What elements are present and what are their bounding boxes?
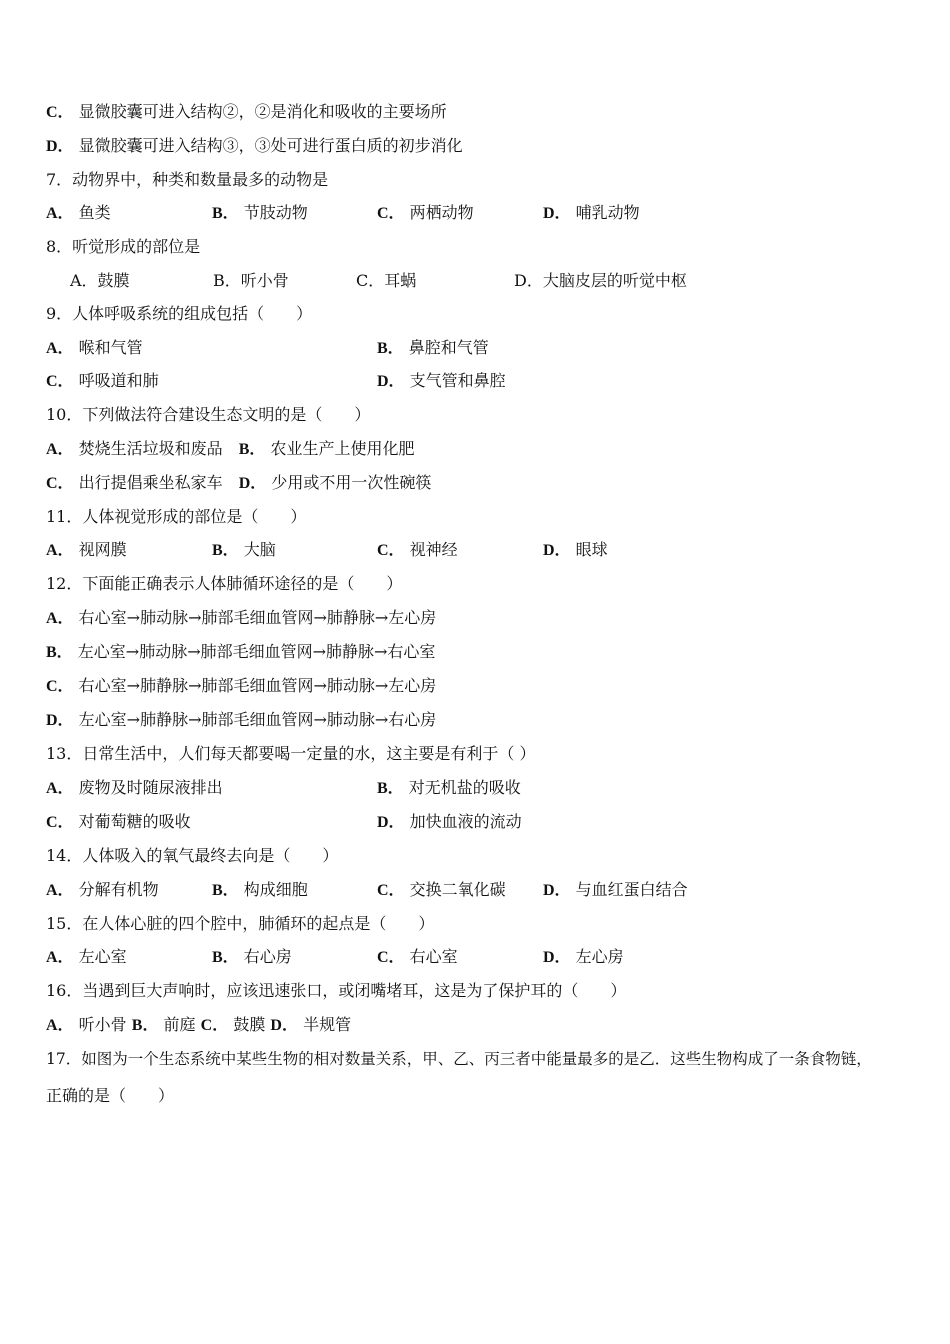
q12-option-a: [46, 608, 436, 629]
q15-stem: 15．在人体心脏的四个腔中，肺循环的起点是（ ）: [46, 914, 435, 933]
option-label: B．: [212, 542, 239, 559]
q7-option-d: [543, 203, 640, 224]
q11-option-b: [212, 540, 276, 561]
q6-option-c: [46, 102, 447, 123]
option-text: 大脑: [243, 540, 276, 559]
option-label: C．: [46, 104, 74, 121]
q12-option-b: [46, 642, 435, 663]
option-text: 右心室→肺动脉→肺部毛细血管网→肺静脉→左心房: [78, 608, 437, 627]
q17-stem-line1: 17．如图为一个生态系统中某些生物的相对数量关系，甲、乙、丙三者中能量最多的是乙．这些生物构成了一条食物链，: [46, 1050, 872, 1068]
q11-option-d: [543, 540, 608, 561]
option-text: 左心室→肺静脉→肺部毛细血管网→肺动脉→右心房: [78, 710, 437, 729]
option-label: C．: [46, 475, 74, 492]
option-text: 鼻腔和气管: [408, 338, 489, 357]
option-label: B．: [377, 340, 404, 357]
option-text: 对无机盐的吸收: [408, 778, 521, 797]
option-text: 与血红蛋白结合: [575, 880, 688, 899]
option-label: C．: [377, 542, 405, 559]
option-label: B．: [46, 644, 73, 661]
option-label: D．: [543, 542, 571, 559]
q10-options-ab: [46, 439, 414, 460]
q15-option-c: [377, 947, 458, 968]
q12-option-c: [46, 676, 436, 697]
option-text: 视神经: [409, 540, 458, 559]
q10-options-cd: [46, 473, 431, 494]
option-text: 喉和气管: [78, 338, 143, 357]
option-label: D．: [238, 475, 267, 492]
option-text: 右心房: [243, 947, 292, 966]
option-text: 右心室→肺静脉→肺部毛细血管网→肺动脉→左心房: [78, 676, 437, 695]
q11-stem: 11．人体视觉形成的部位是（ ）: [46, 507, 307, 526]
option-text: 支气管和鼻腔: [409, 371, 506, 390]
q6-option-d: [46, 136, 463, 157]
option-text: 左心室→肺动脉→肺部毛细血管网→肺静脉→右心室: [77, 642, 436, 661]
option-text: 分解有机物: [78, 880, 159, 899]
q9-option-c: [46, 371, 159, 392]
option-text: 交换二氧化碳: [409, 880, 506, 899]
option-label: D．: [377, 814, 405, 831]
option-text: 哺乳动物: [575, 203, 640, 222]
option-label: B．: [131, 1017, 159, 1034]
q14-option-c: [377, 880, 506, 901]
option-text: 右心室: [409, 947, 458, 966]
option-label: D．: [270, 1017, 298, 1034]
option-text: 加快血液的流动: [409, 812, 522, 831]
option-text: 呼吸道和肺: [78, 371, 159, 390]
q9-option-a: [46, 338, 143, 359]
q7-option-b: [212, 203, 308, 224]
option-label: A．: [46, 441, 74, 458]
option-text: 焚烧生活垃圾和废品: [78, 439, 223, 458]
option-label: D．: [543, 882, 571, 899]
option-label: D．: [543, 205, 571, 222]
option-label: D．: [46, 138, 74, 155]
option-text: 节肢动物: [243, 203, 308, 222]
q13-option-b: [377, 778, 521, 799]
q9-stem: 9．人体呼吸系统的组成包括（ ）: [46, 304, 313, 323]
q7-stem: 7．动物界中，种类和数量最多的动物是: [46, 170, 329, 189]
option-text: 左心室: [78, 947, 127, 966]
q8-option-c: C．耳蜗: [356, 271, 417, 290]
option-label: A．: [46, 780, 74, 797]
q13-option-c: [46, 812, 191, 833]
option-label: C．: [46, 373, 74, 390]
option-label: A．: [46, 1017, 74, 1034]
option-label: D．: [543, 949, 571, 966]
option-text: 两栖动物: [409, 203, 474, 222]
q15-option-a: [46, 947, 127, 968]
option-label: B．: [212, 949, 239, 966]
q7-option-a: [46, 203, 111, 224]
option-label: B．: [238, 441, 266, 458]
option-text: 农业生产上使用化肥: [270, 439, 415, 458]
option-label: B．: [212, 882, 239, 899]
option-text: 废物及时随尿液排出: [78, 778, 223, 797]
q12-stem: 12．下面能正确表示人体肺循环途径的是（ ）: [46, 574, 403, 593]
q10-stem: 10．下列做法符合建设生态文明的是（ ）: [46, 405, 371, 424]
option-label: A．: [46, 205, 74, 222]
q16-options: [46, 1015, 351, 1036]
q14-option-d: [543, 880, 688, 901]
q9-option-d: [377, 371, 506, 392]
q11-option-c: [377, 540, 458, 561]
q14-option-a: [46, 880, 159, 901]
option-label: B．: [212, 205, 239, 222]
option-text: 鼓膜: [233, 1015, 266, 1034]
q15-option-d: [543, 947, 624, 968]
q16-stem: 16．当遇到巨大声响时，应该迅速张口，或闭嘴堵耳，这是为了保护耳的（ ）: [46, 981, 627, 1000]
option-text: 左心房: [575, 947, 624, 966]
option-text: 眼球: [575, 540, 608, 559]
q13-option-d: [377, 812, 522, 833]
option-label: A．: [46, 542, 74, 559]
option-text: 半规管: [303, 1015, 352, 1034]
q9-option-b: [377, 338, 489, 359]
option-label: C．: [46, 678, 74, 695]
option-text: 显微胶囊可进入结构③，③处可进行蛋白质的初步消化: [78, 136, 463, 155]
option-label: C．: [46, 814, 74, 831]
q11-option-a: [46, 540, 127, 561]
option-text: 前庭: [163, 1015, 196, 1034]
q15-option-b: [212, 947, 292, 968]
q12-option-d: [46, 710, 436, 731]
option-text: 鱼类: [78, 203, 111, 222]
option-label: B．: [377, 780, 404, 797]
q17-stem-line2: 正确的是（ ）: [46, 1086, 175, 1105]
option-text: 听小骨: [78, 1015, 127, 1034]
option-text: 构成细胞: [243, 880, 308, 899]
option-label: C．: [377, 205, 405, 222]
q14-stem: 14．人体吸入的氧气最终去向是（ ）: [46, 846, 339, 865]
q8-option-d: D．大脑皮层的听觉中枢: [514, 271, 687, 290]
q13-stem: 13．日常生活中，人们每天都要喝一定量的水，这主要是有利于（ ）: [46, 744, 536, 763]
option-label: A．: [46, 340, 74, 357]
option-label: A．: [46, 949, 74, 966]
option-text: 少用或不用一次性碗筷: [271, 473, 432, 492]
option-label: C．: [377, 949, 405, 966]
option-label: C．: [377, 882, 405, 899]
q7-option-c: [377, 203, 474, 224]
q14-option-b: [212, 880, 308, 901]
q8-option-a: A．鼓膜: [70, 271, 130, 290]
option-label: D．: [46, 712, 74, 729]
option-label: A．: [46, 882, 74, 899]
q13-option-a: [46, 778, 223, 799]
option-text: 视网膜: [78, 540, 127, 559]
option-label: A．: [46, 610, 74, 627]
option-text: 出行提倡乘坐私家车: [78, 473, 223, 492]
option-text: 对葡萄糖的吸收: [78, 812, 191, 831]
q8-option-b: B．听小骨: [213, 271, 289, 290]
option-label: D．: [377, 373, 405, 390]
option-text: 显微胶囊可进入结构②，②是消化和吸收的主要场所: [78, 102, 447, 121]
option-label: C．: [200, 1017, 229, 1034]
q8-stem: 8．听觉形成的部位是: [46, 237, 201, 256]
